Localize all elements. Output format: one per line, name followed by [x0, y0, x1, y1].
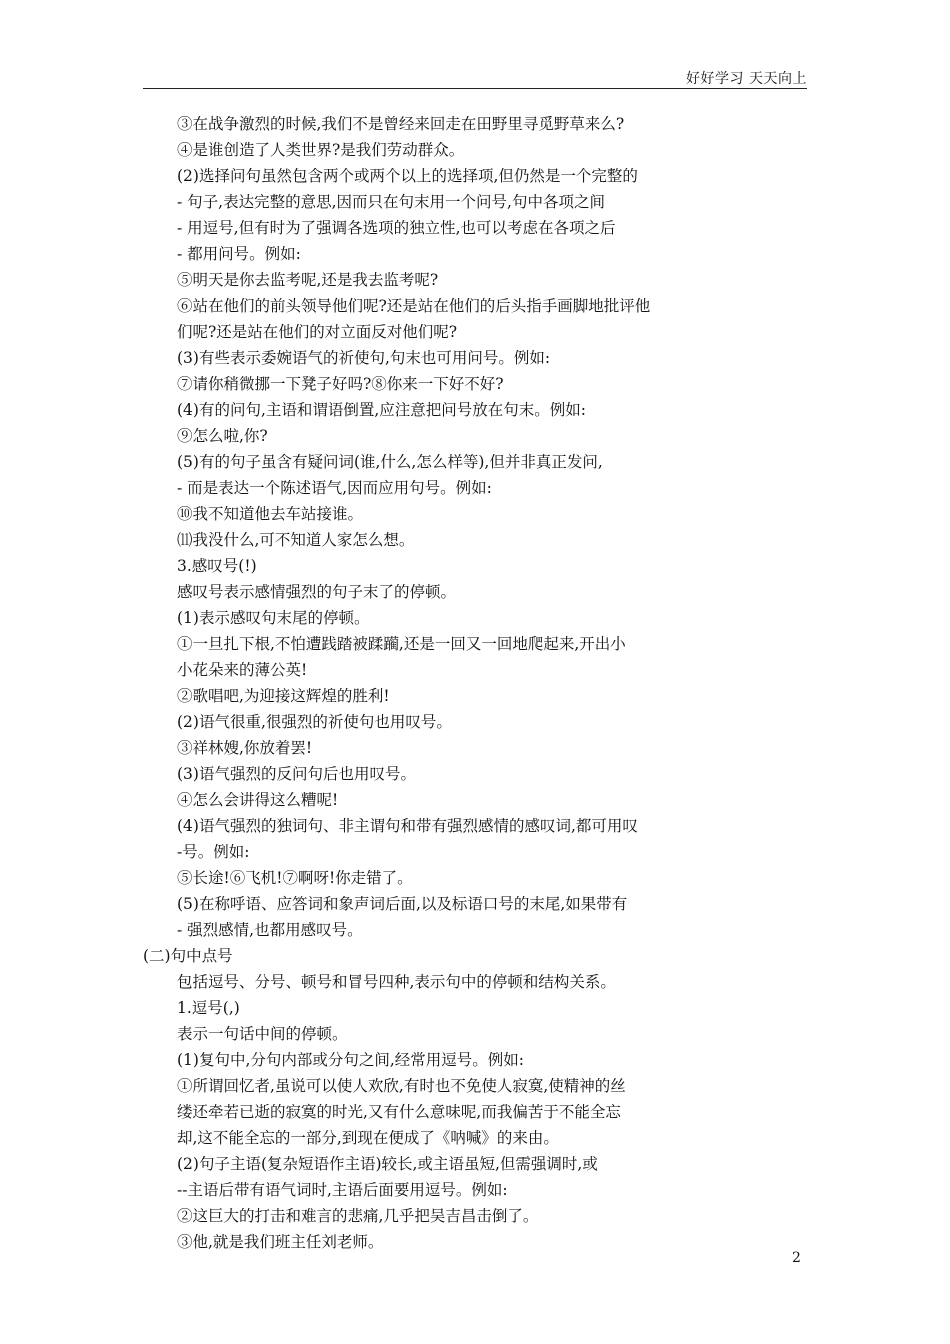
text-line: --主语后带有语气词时,主语后面要用逗号。例如:	[177, 1181, 508, 1199]
text-line: - 强烈感情,也都用感叹号。	[177, 921, 363, 939]
text-line: ③祥林嫂,你放着罢!	[177, 739, 313, 757]
text-line: ②歌唱吧,为迎接这辉煌的胜利!	[177, 687, 390, 705]
page-header	[143, 66, 807, 89]
text-line: ④怎么会讲得这么糟呢!	[177, 791, 339, 809]
text-line: ⑩我不知道他去车站接谁。	[177, 505, 364, 523]
text-line: (5)有的句子虽含有疑问词(谁,什么,怎么样等),但并非真正发问,	[177, 453, 603, 471]
section-heading: (二)句中点号	[143, 947, 233, 965]
text-line: ③他,就是我们班主任刘老师。	[177, 1233, 384, 1251]
section-heading: 1.逗号(,)	[177, 999, 240, 1017]
text-line: - 用逗号,但有时为了强调各选项的独立性,也可以考虑在各项之后	[177, 219, 616, 237]
text-line: (1)复句中,分句内部或分句之间,经常用逗号。例如:	[177, 1051, 525, 1069]
text-line: ④是谁创造了人类世界?是我们劳动群众。	[177, 141, 465, 159]
text-line: ①一旦扎下根,不怕遭践踏被蹂躏,还是一回又一回地爬起来,开出小	[177, 635, 626, 653]
text-line: (2)选择问句虽然包含两个或两个以上的选择项,但仍然是一个完整的	[177, 167, 638, 185]
header-title: 好好学习 天天向上	[686, 71, 807, 87]
text-line: ⑤长途!⑥飞机!⑦啊呀!你走错了。	[177, 869, 413, 887]
text-line: 表示一句话中间的停顿。	[177, 1025, 348, 1043]
text-line: 们呢?还是站在他们的对立面反对他们呢?	[177, 323, 458, 341]
text-line: (4)有的问句,主语和谓语倒置,应注意把问号放在句末。例如:	[177, 401, 587, 419]
text-line: - 而是表达一个陈述语气,因而应用句号。例如:	[177, 479, 492, 497]
page-number: 2	[792, 1250, 801, 1266]
text-line: 缕还牵若已逝的寂寞的时光,又有什么意味呢,而我偏苦于不能全忘	[177, 1103, 621, 1121]
text-line: 感叹号表示感情强烈的句子末了的停顿。	[177, 583, 457, 601]
text-line: (2)句子主语(复杂短语作主语)较长,或主语虽短,但需强调时,或	[177, 1155, 598, 1173]
text-line: 包括逗号、分号、顿号和冒号四种,表示句中的停顿和结构关系。	[177, 973, 616, 991]
text-line: - 句子,表达完整的意思,因而只在句末用一个问号,句中各项之间	[177, 193, 605, 211]
text-line: ⑨怎么啦,你?	[177, 427, 268, 445]
section-heading: 3.感叹号(!)	[177, 557, 257, 575]
text-line: ③在战争激烈的时候,我们不是曾经来回走在田野里寻觅野草来么?	[177, 115, 625, 133]
text-line: (2)语气很重,很强烈的祈使句也用叹号。	[177, 713, 452, 731]
text-line: (1)表示感叹句末尾的停顿。	[177, 609, 370, 627]
text-line: ⑤明天是你去监考呢,还是我去监考呢?	[177, 271, 439, 289]
text-line: (3)有些表示委婉语气的祈使句,句末也可用问号。例如:	[177, 349, 551, 367]
text-line: -号。例如:	[177, 843, 250, 861]
text-line: 小花朵来的薄公英!	[177, 661, 308, 679]
text-line: ⑦请你稍微挪一下凳子好吗?⑧你来一下好不好?	[177, 375, 504, 393]
text-line: ⑥站在他们的前头领导他们呢?还是站在他们的后头指手画脚地批评他	[177, 297, 651, 315]
text-line: 却,这不能全忘的一部分,到现在便成了《呐喊》的来由。	[177, 1129, 559, 1147]
text-line: (5)在称呼语、应答词和象声词后面,以及标语口号的末尾,如果带有	[177, 895, 628, 913]
text-line: ②这巨大的打击和难言的悲痛,几乎把吴吉昌击倒了。	[177, 1207, 539, 1225]
text-line: ⑾我没什么,可不知道人家怎么想。	[177, 531, 415, 549]
text-line: ①所谓回忆者,虽说可以使人欢欣,有时也不免使人寂寞,使精神的丝	[177, 1077, 626, 1095]
text-line: (4)语气强烈的独词句、非主谓句和带有强烈感情的感叹词,都可用叹	[177, 817, 638, 835]
text-line: - 都用问号。例如:	[177, 245, 301, 263]
text-line: (3)语气强烈的反问句后也用叹号。	[177, 765, 416, 783]
